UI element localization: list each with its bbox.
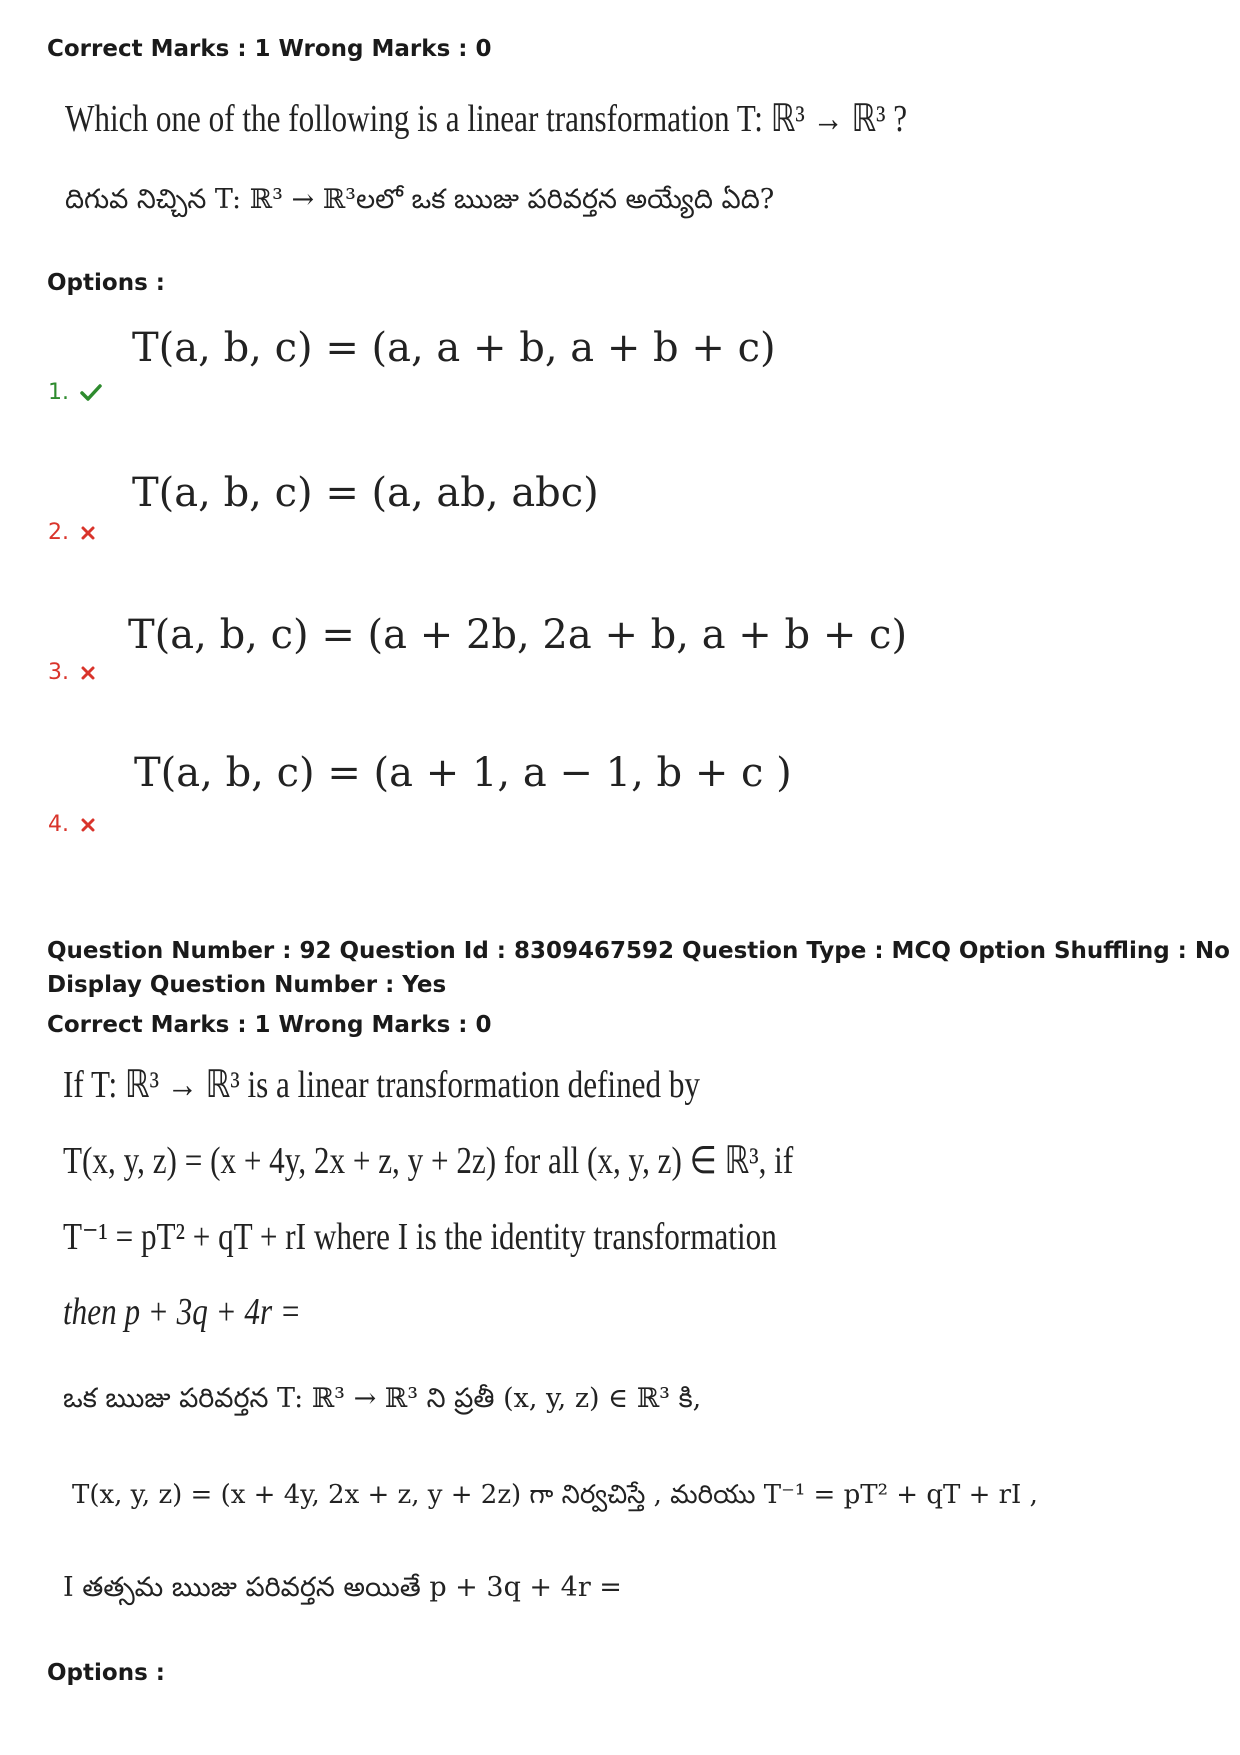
q91-option-4-math: T(a, b, c) = (a + 1, a − 1, b + c ) <box>134 750 792 796</box>
q92-question-te-line1: ఒక ఋజు పరివర్తన T: ℝ³ → ℝ³ ని ప్రతీ (x, y, z) ∈ ℝ³ కి, <box>63 1383 702 1414</box>
q91-option-4 <box>48 812 96 837</box>
cross-icon <box>80 525 96 541</box>
q92-marks: Correct Marks : 1 Wrong Marks : 0 <box>47 1012 492 1038</box>
option-number: 4. <box>48 812 69 837</box>
q91-option-3-math: T(a, b, c) = (a + 2b, 2a + b, a + b + c) <box>128 612 908 658</box>
q91-option-2 <box>48 520 96 545</box>
q92-header-line2: Display Question Number : Yes <box>47 972 447 998</box>
q92-question-en-line3: T⁻¹ = pT² + qT + rI where I is the identity transformation <box>63 1216 777 1258</box>
q91-option-3 <box>48 660 96 685</box>
q92-question-en-line1: If T: ℝ³ → ℝ³ is a linear transformation defined by <box>63 1064 701 1106</box>
q91-question-en: Which one of the following is a linear transformation T: ℝ³ → ℝ³ ? <box>65 98 908 140</box>
q91-options-label: Options : <box>47 270 165 296</box>
q92-question-en-line4: then p + 3q + 4r = <box>63 1291 301 1333</box>
cross-icon <box>80 665 96 681</box>
q92-question-te-line3: I తత్సమ ఋజు పరివర్తన అయితే p + 3q + 4r = <box>63 1572 622 1603</box>
cross-icon <box>80 817 96 833</box>
option-number: 2. <box>48 520 69 545</box>
q92-question-te-line2: T(x, y, z) = (x + 4y, 2x + z, y + 2z) గా నిర్వచిస్తే , మరియు T⁻¹ = pT² + qT + rI , <box>72 1480 1038 1510</box>
option-number: 1. <box>48 380 69 405</box>
q92-header-line1: Question Number : 92 Question Id : 8309467592 Question Type : MCQ Option Shuffling : No <box>47 938 1230 964</box>
q91-question-te: దిగువ నిచ్చిన T: ℝ³ → ℝ³లలో ఒక ఋజు పరివర్తన అయ్యేది ఏది? <box>65 184 775 215</box>
check-icon <box>80 384 102 402</box>
q92-options-label: Options : <box>47 1660 165 1686</box>
q91-option-2-math: T(a, b, c) = (a, ab, abc) <box>132 470 599 516</box>
option-number: 3. <box>48 660 69 685</box>
q91-marks: Correct Marks : 1 Wrong Marks : 0 <box>47 36 492 62</box>
q91-option-1 <box>48 380 102 405</box>
q91-option-1-math: T(a, b, c) = (a, a + b, a + b + c) <box>132 325 776 371</box>
q92-question-en-line2: T(x, y, z) = (x + 4y, 2x + z, y + 2z) for all (x, y, z) ∈ ℝ³, if <box>63 1140 794 1182</box>
